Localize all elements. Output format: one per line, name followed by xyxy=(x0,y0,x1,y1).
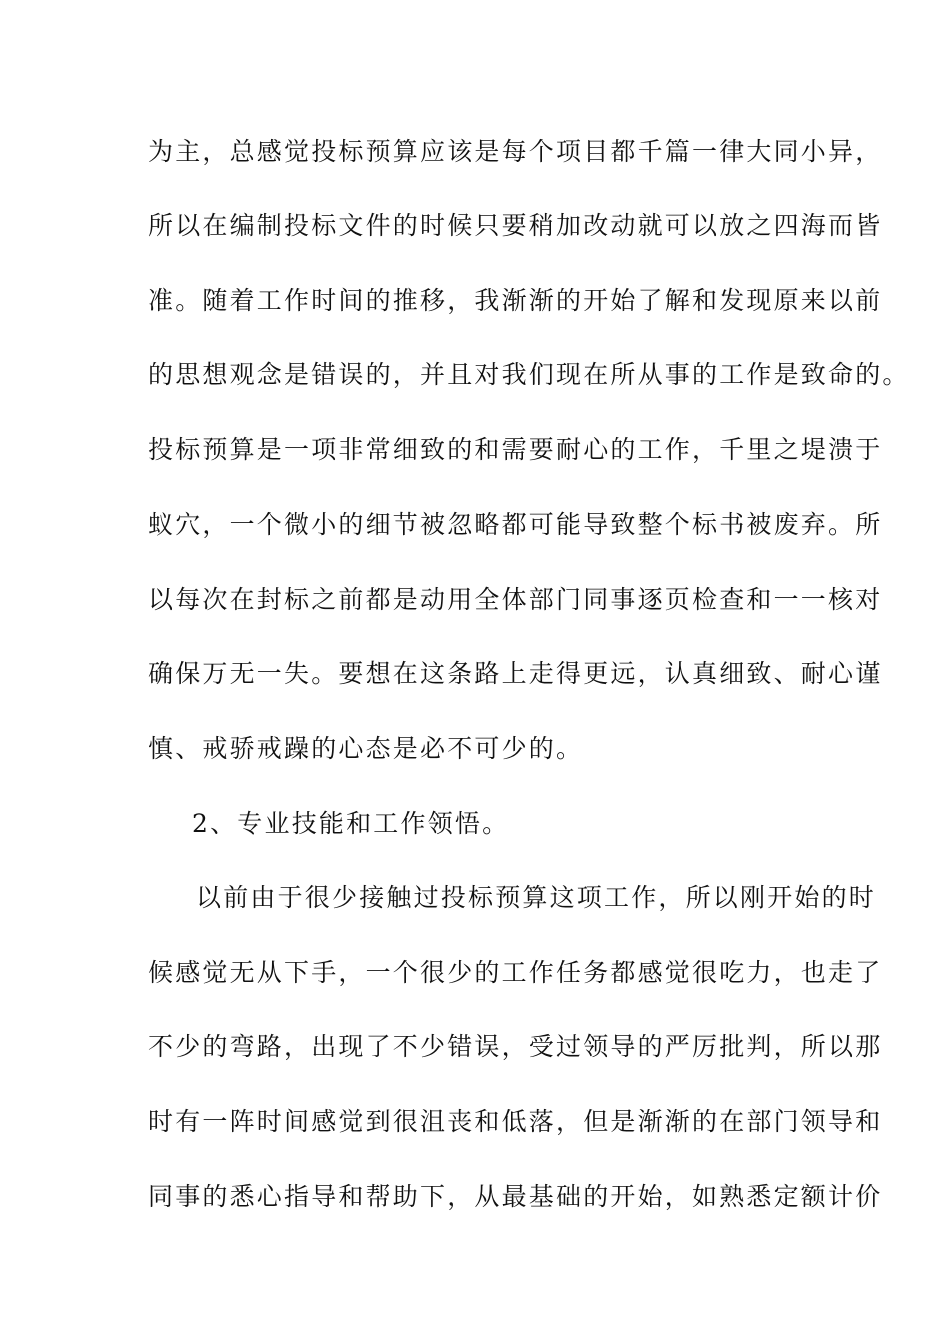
paragraph-line: 候感觉无从下手，一个很少的工作任务都感觉很吃力，也走了 xyxy=(148,958,883,987)
paragraph-line: 同事的悉心指导和帮助下，从最基础的开始，如熟悉定额计价 xyxy=(148,1182,883,1211)
paragraph-line: 慎、戒骄戒躁的心态是必不可少的。 xyxy=(148,734,584,763)
paragraph-line: 以前由于很少接触过投标预算这项工作，所以刚开始的时 xyxy=(196,883,877,912)
section-heading: 2、专业技能和工作领悟。 xyxy=(192,809,510,838)
paragraph-line: 所以在编制投标文件的时候只要稍加改动就可以放之四海而皆 xyxy=(148,211,883,240)
paragraph-line: 以每次在封标之前都是动用全体部门同事逐页检查和一一核对 xyxy=(148,585,883,614)
paragraph-line: 的思想观念是错误的，并且对我们现在所从事的工作是致命的。 xyxy=(148,360,910,389)
paragraph-line: 准。随着工作时间的推移，我渐渐的开始了解和发现原来以前 xyxy=(148,286,883,315)
paragraph-line: 蚁穴，一个微小的细节被忽略都可能导致整个标书被废弃。所 xyxy=(148,510,883,539)
paragraph-line: 确保万无一失。要想在这条路上走得更远，认真细致、耐心谨 xyxy=(148,659,883,688)
paragraph-line: 投标预算是一项非常细致的和需要耐心的工作，千里之堤溃于 xyxy=(148,435,883,464)
paragraph-line: 为主，总感觉投标预算应该是每个项目都千篇一律大同小异， xyxy=(148,137,883,166)
paragraph-line: 不少的弯路，出现了不少错误，受过领导的严厉批判，所以那 xyxy=(148,1032,883,1061)
paragraph-line: 时有一阵时间感觉到很沮丧和低落，但是渐渐的在部门领导和 xyxy=(148,1107,883,1136)
